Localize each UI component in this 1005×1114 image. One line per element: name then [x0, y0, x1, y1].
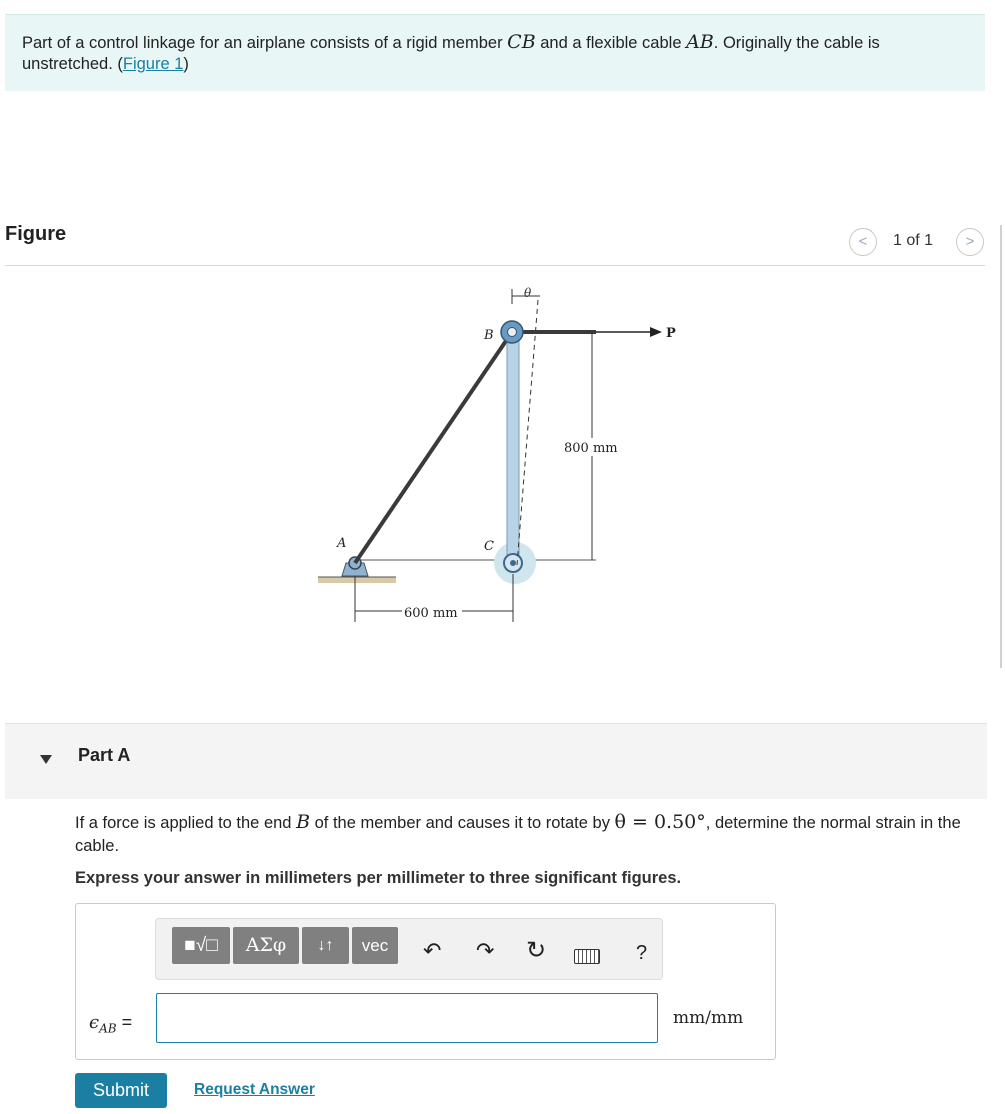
rigid-member-cb — [507, 332, 519, 562]
undo-icon[interactable]: ↶ — [423, 938, 442, 963]
dim-600-label: 600 mm — [404, 606, 458, 621]
answer-label — [89, 1012, 132, 1036]
request-answer-link[interactable]: Request Answer — [194, 1081, 315, 1098]
reset-icon[interactable]: ↻ — [526, 937, 547, 964]
next-figure-button[interactable] — [956, 228, 984, 256]
keyboard-icon[interactable] — [574, 949, 600, 964]
part-a-header[interactable] — [5, 723, 987, 799]
theta-symbol: θ — [524, 286, 532, 300]
templates-button[interactable]: ■√□ — [172, 927, 230, 964]
intro-text-2: and a flexible cable — [535, 34, 687, 52]
figure-header — [5, 220, 985, 266]
question-text-2: of the member and causes it to rotate by — [310, 814, 615, 832]
chevron-left-icon: < — [858, 233, 868, 250]
part-a-title: Part A — [78, 745, 131, 765]
answer-instruction: Express your answer in millimeters per millimeter to three significant figures. — [75, 869, 682, 887]
figure-page-indicator: 1 of 1 — [893, 232, 934, 249]
member-cb: CB — [507, 31, 536, 53]
force-arrow-head — [650, 327, 662, 337]
problem-statement — [5, 14, 985, 91]
question-theta: θ = 0.50° — [614, 811, 706, 833]
label-p: P — [666, 326, 676, 341]
help-icon[interactable]: ? — [636, 942, 648, 964]
intro-text-1: Part of a control linkage for an airplane consists of a rigid member — [22, 34, 508, 52]
answer-unit: mm/mm — [673, 1008, 744, 1028]
intro-text-3: . Originally the cable is unstretched. ( — [22, 34, 880, 73]
equals-sign: = — [121, 1012, 133, 1032]
pin-c-center — [510, 560, 516, 566]
arrows-button[interactable]: ↓↑ — [302, 927, 349, 964]
intro-close-paren: ) — [183, 55, 189, 73]
previous-figure-button[interactable] — [849, 228, 877, 256]
epsilon-subscript: AB — [99, 1021, 117, 1036]
question-point-b: B — [296, 811, 311, 833]
chevron-right-icon: > — [965, 233, 975, 250]
figure-title: Figure — [5, 223, 67, 245]
pin-b-center — [508, 328, 517, 337]
label-b: B — [484, 328, 494, 343]
collapse-triangle-icon[interactable] — [40, 755, 52, 764]
question-text-1: If a force is applied to the end — [75, 814, 297, 832]
epsilon-symbol: ϵ — [89, 1012, 100, 1033]
linkage-figure — [300, 280, 700, 640]
scrollbar-edge — [1000, 225, 1002, 668]
figure-link[interactable]: Figure 1 — [122, 55, 184, 73]
label-a: A — [337, 536, 347, 551]
cable-ab: AB — [686, 31, 714, 53]
label-c: C — [484, 539, 494, 554]
vector-button[interactable]: vec — [352, 927, 398, 964]
greek-symbols-button[interactable]: ΑΣφ — [233, 927, 299, 964]
question-text-3: , determine the normal strain in the cable. — [75, 814, 961, 855]
answer-input[interactable] — [156, 993, 658, 1043]
math-toolbar — [155, 918, 663, 980]
ground-hatch — [318, 577, 396, 583]
part-a-question — [75, 811, 980, 858]
redo-icon[interactable]: ↷ — [476, 938, 495, 963]
submit-button[interactable]: Submit — [75, 1073, 167, 1108]
answer-box — [75, 903, 776, 1060]
dim-800-label: 800 mm — [564, 441, 618, 456]
cable-ab-line — [355, 332, 512, 563]
